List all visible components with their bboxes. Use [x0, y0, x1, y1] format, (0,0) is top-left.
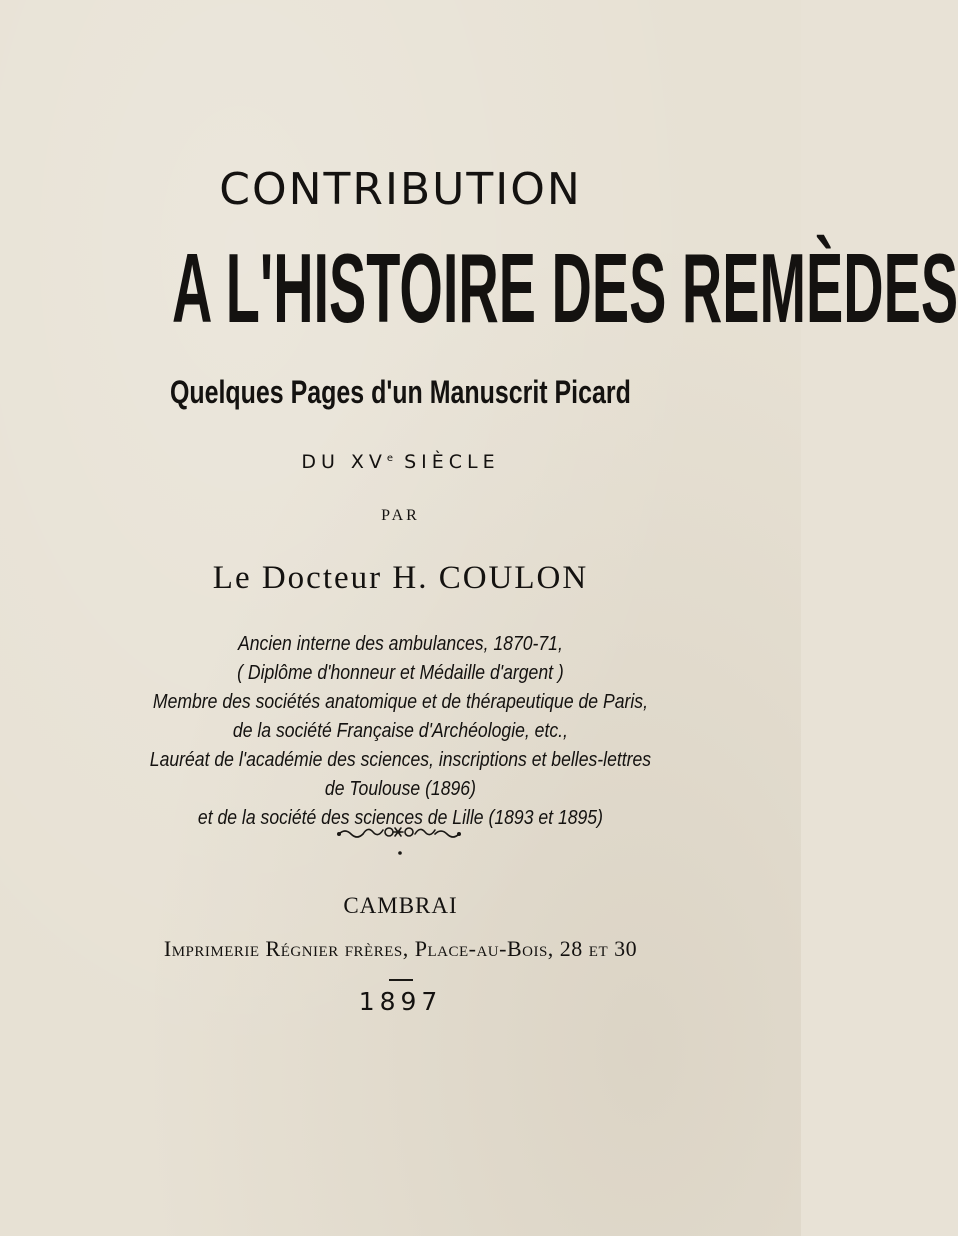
by-label: PAR: [381, 507, 420, 524]
credential-line: Lauréat de l'académie des sciences, inscriptions et belles-lettres: [149, 749, 652, 771]
author-name: Le Docteur H. COULON: [212, 560, 589, 596]
subtitle-manuscrit-picard: Quelques Pages d'un Manuscrit Picard: [169, 374, 631, 410]
credential-line: de Toulouse (1896): [324, 778, 476, 800]
century-line: [0, 450, 801, 474]
title-contribution: CONTRIBUTION: [219, 164, 582, 215]
credential-line: Ancien interne des ambulances, 1870-71,: [238, 633, 563, 655]
title-histoire-des-remedes: A L'HISTOIRE DES REMÈDES: [172, 233, 958, 343]
ornament-divider-icon: [335, 820, 465, 860]
century-prefix: DU XV: [301, 451, 387, 473]
imprint-divider: [389, 979, 413, 981]
credential-line: et de la société des sciences de Lille (1893 et 1895): [197, 807, 603, 829]
imprint-city: CAMBRAI: [343, 893, 458, 918]
author-credentials: [0, 630, 801, 833]
credential-line: Membre des sociétés anatomique et de thérapeutique de Paris,: [152, 691, 648, 713]
credential-line: ( Diplôme d'honneur et Médaille d'argent ): [237, 662, 564, 684]
imprint-year: 1897: [358, 987, 443, 1016]
century-suffix: SIÈCLE: [393, 451, 500, 473]
imprint-printer: Imprimerie Régnier frères, Place-au-Bois, 28 et 30: [163, 936, 638, 961]
credential-line: de la société Française d'Archéologie, etc.,: [232, 720, 568, 742]
century-superscript: e: [386, 453, 394, 464]
